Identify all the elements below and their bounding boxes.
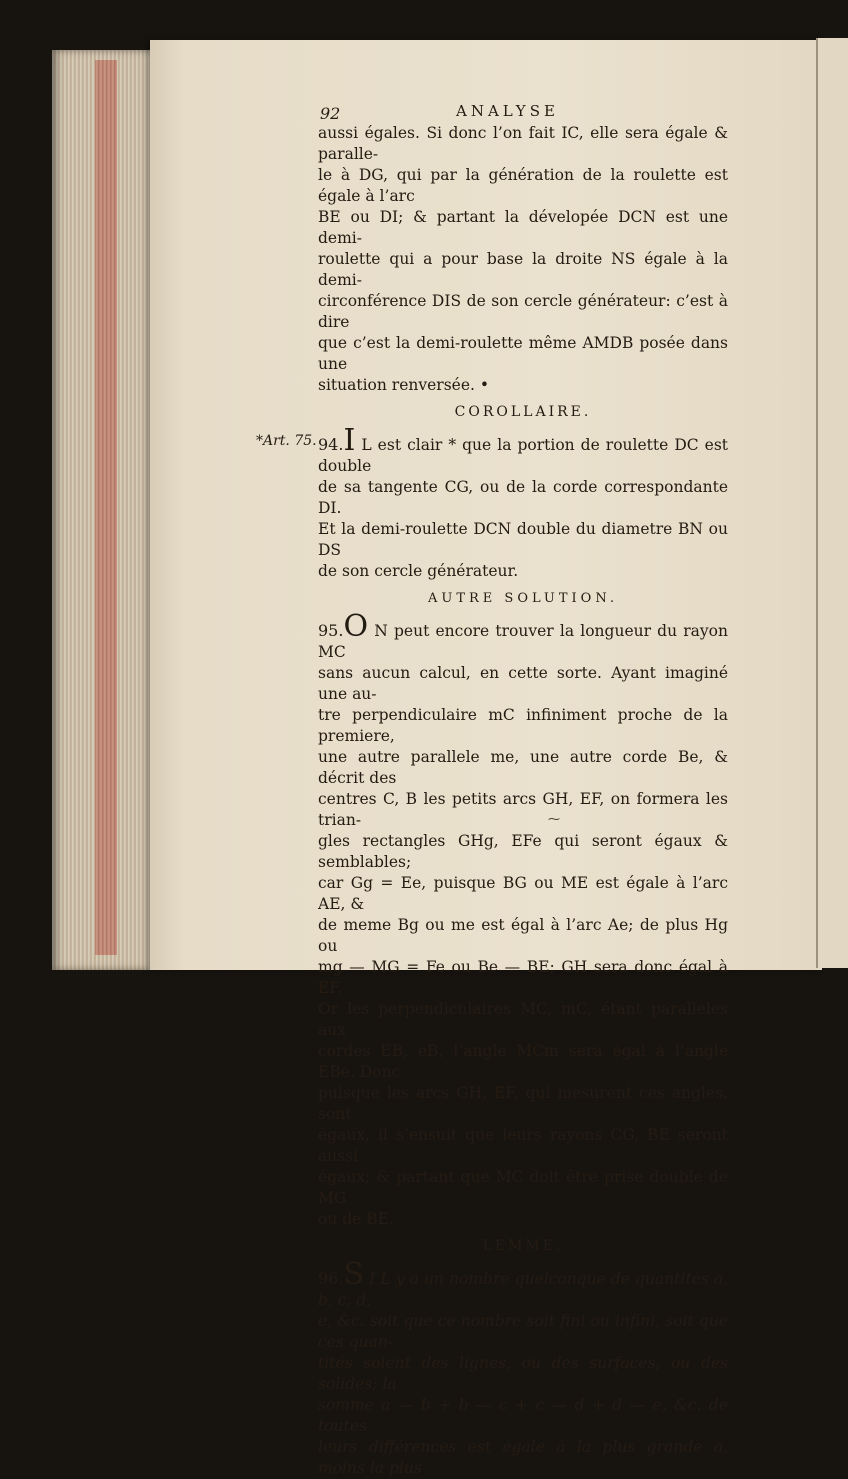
paragraph-95 bbox=[318, 609, 728, 1230]
heading-corollaire: COROLLAIRE. bbox=[454, 404, 592, 420]
text-line: BE ou DI; & partant la dévelopée DCN est une demi- bbox=[318, 208, 728, 247]
paragraph-94 bbox=[168, 423, 729, 582]
p94-line bbox=[318, 423, 729, 477]
paragraph-number: 94. bbox=[318, 435, 344, 454]
text-line: somme a — b + b — c + c — d + d — e, &c. de toutes bbox=[318, 1396, 728, 1435]
text-line: mg — MG = Fe ou Be — BE; GH sera donc égal à EF. bbox=[318, 958, 728, 997]
heading-lemme: LEMME. bbox=[482, 1238, 564, 1254]
text-line: Et la demi-roulette DCN double du diametre BN ou DS bbox=[318, 520, 728, 559]
text-line: car Gg = Ee, puisque BG ou ME est égale à l’arc AE, & bbox=[318, 874, 728, 913]
p95-line bbox=[318, 609, 728, 663]
page-number: 92 bbox=[320, 104, 341, 123]
text-line: roulette qui a pour base la droite NS égale à la demi- bbox=[318, 250, 728, 289]
text-line: une autre parallele me, une autre corde Be, & décrit des bbox=[318, 748, 728, 787]
text-line: e, &c. soit que ce nombre soit fini ou infini, soit que ces quan- bbox=[318, 1312, 728, 1351]
text-line: cordes EB, eB, l’angle MCm sera égal à l’angle EBe. Donc bbox=[318, 1042, 728, 1081]
running-head: ANALYSE bbox=[456, 102, 559, 120]
text-line: circonférence DIS de son cercle générateur: c’est à dire bbox=[318, 292, 728, 331]
red-edge-staining bbox=[95, 60, 117, 955]
text-line: I L y a un nombre quelconque de quantités a, b, c, d, bbox=[318, 1270, 728, 1309]
text-line: tités soient des lignes, ou des surfaces, ou des solides; la bbox=[318, 1354, 728, 1393]
paragraph-96 bbox=[318, 1257, 728, 1479]
heading-autre-solution: AUTRE SOLUTION. bbox=[427, 591, 618, 606]
text-line: gles rectangles GHg, EFe qui seront égaux & semblables; bbox=[318, 832, 728, 871]
text-line: situation renversée. • bbox=[318, 376, 489, 394]
text-line: ou de BE. bbox=[318, 1210, 394, 1228]
text-line: Or les perpendiculaires MC, mC, étant paralleles aux bbox=[318, 1000, 728, 1039]
drop-cap: I bbox=[343, 423, 356, 458]
text-line: le à DG, qui par la génération de la roulette est égale à l’arc bbox=[318, 166, 728, 205]
text-line: de son cercle générateur. bbox=[318, 562, 519, 580]
text-line: égaux, il s’ensuit que leurs rayons CG, BE seront aussi bbox=[318, 1126, 728, 1165]
text-line: leurs différences est égale à la plus grande a, moins la plus bbox=[318, 1438, 728, 1477]
bottom-mark: ⁓ bbox=[548, 812, 560, 826]
text-line: centres C, B les petits arcs GH, EF, on formera les trian- bbox=[318, 790, 728, 829]
text-line: sans aucun calcul, en cette sorte. Ayant imaginé une au- bbox=[318, 664, 728, 703]
text-line: L est clair * que la portion de roulette DC est double bbox=[318, 436, 729, 475]
text-line: puisque les arcs GH, EF, qui mesurent ces angles, sont bbox=[318, 1084, 728, 1123]
paragraph-number: 95. bbox=[318, 621, 344, 640]
page-content bbox=[168, 101, 728, 1479]
text-line: égaux; & partant que MC doit être prise double de MG bbox=[318, 1168, 728, 1207]
text-block-1 bbox=[318, 123, 728, 396]
drop-cap: O bbox=[343, 609, 369, 644]
text-line: aussi égales. Si donc l’on fait IC, elle sera égale & paralle- bbox=[318, 124, 728, 163]
paragraph-number: 96. bbox=[318, 1269, 344, 1288]
text-line: que c’est la demi-roulette même AMDB posée dans une bbox=[318, 334, 728, 373]
text-line: N peut encore trouver la longueur du rayon MC bbox=[318, 622, 728, 661]
drop-cap: S bbox=[343, 1257, 365, 1292]
text-line: de sa tangente CG, ou de la corde correspondante DI. bbox=[318, 478, 728, 517]
art-margin-note: *Art. 75. bbox=[256, 433, 317, 449]
text-line: tre perpendiculaire mC infiniment proche de la premiere, bbox=[318, 706, 728, 745]
page-header bbox=[168, 101, 728, 123]
p96-line bbox=[318, 1257, 728, 1311]
text-line: de meme Bg ou me est égal à l’arc Ae; de plus Hg ou bbox=[318, 916, 728, 955]
next-page-edge bbox=[816, 38, 848, 968]
